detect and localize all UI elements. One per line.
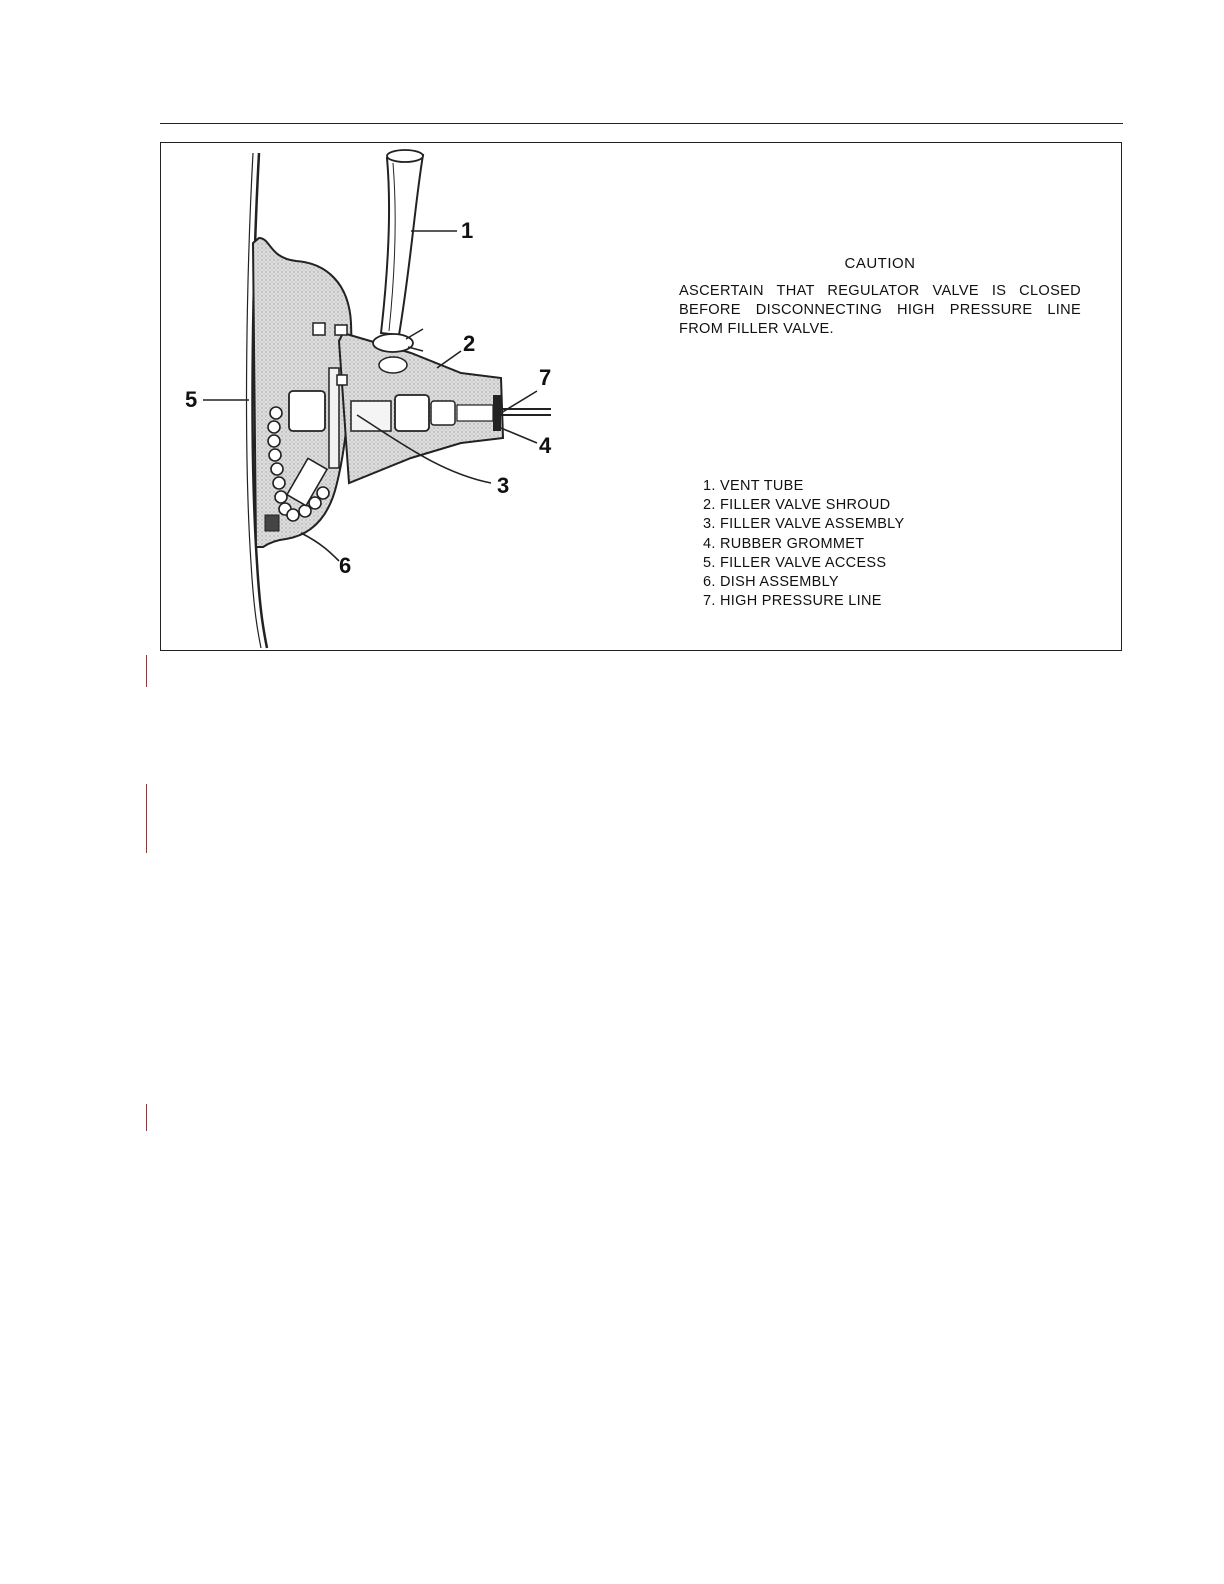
callout-3: 3: [497, 473, 510, 498]
change-bar: [146, 784, 147, 853]
header-rule: [160, 123, 1123, 124]
legend-item: 7. HIGH PRESSURE LINE: [703, 593, 882, 610]
legend-item: 5. FILLER VALVE ACCESS: [703, 554, 887, 571]
legend-item: 2. FILLER VALVE SHROUD: [703, 497, 891, 514]
parts-legend: [703, 477, 904, 611]
caution-title: CAUTION: [844, 255, 916, 272]
legend-item: 3. FILLER VALVE ASSEMBLY: [703, 516, 905, 533]
callout-1: 1: [461, 218, 474, 243]
change-bar: [146, 1104, 147, 1131]
figure-frame: [160, 142, 1122, 651]
callout-5: 5: [185, 387, 198, 412]
legend-item: 4. RUBBER GROMMET: [703, 535, 865, 552]
vent-tube-shape: [381, 155, 423, 335]
grommet-shape: [493, 395, 501, 431]
callout-2: 2: [463, 331, 476, 356]
callout-7: 7: [539, 365, 552, 390]
legend-item: 1. VENT TUBE: [703, 478, 804, 494]
change-bar: [146, 655, 147, 687]
caution-block: [679, 255, 1081, 339]
filler-valve-illustration: [161, 143, 621, 652]
legend-item: 6. DISH ASSEMBLY: [703, 574, 839, 591]
callout-4: 4: [539, 433, 552, 458]
caution-text: ASCERTAIN THAT REGULATOR VALVE IS CLOSED BEFORE DISCONNECTING HIGH PRESSURE LINE FROM FILLER VALVE.: [679, 283, 1081, 337]
callout-6: 6: [339, 553, 352, 578]
